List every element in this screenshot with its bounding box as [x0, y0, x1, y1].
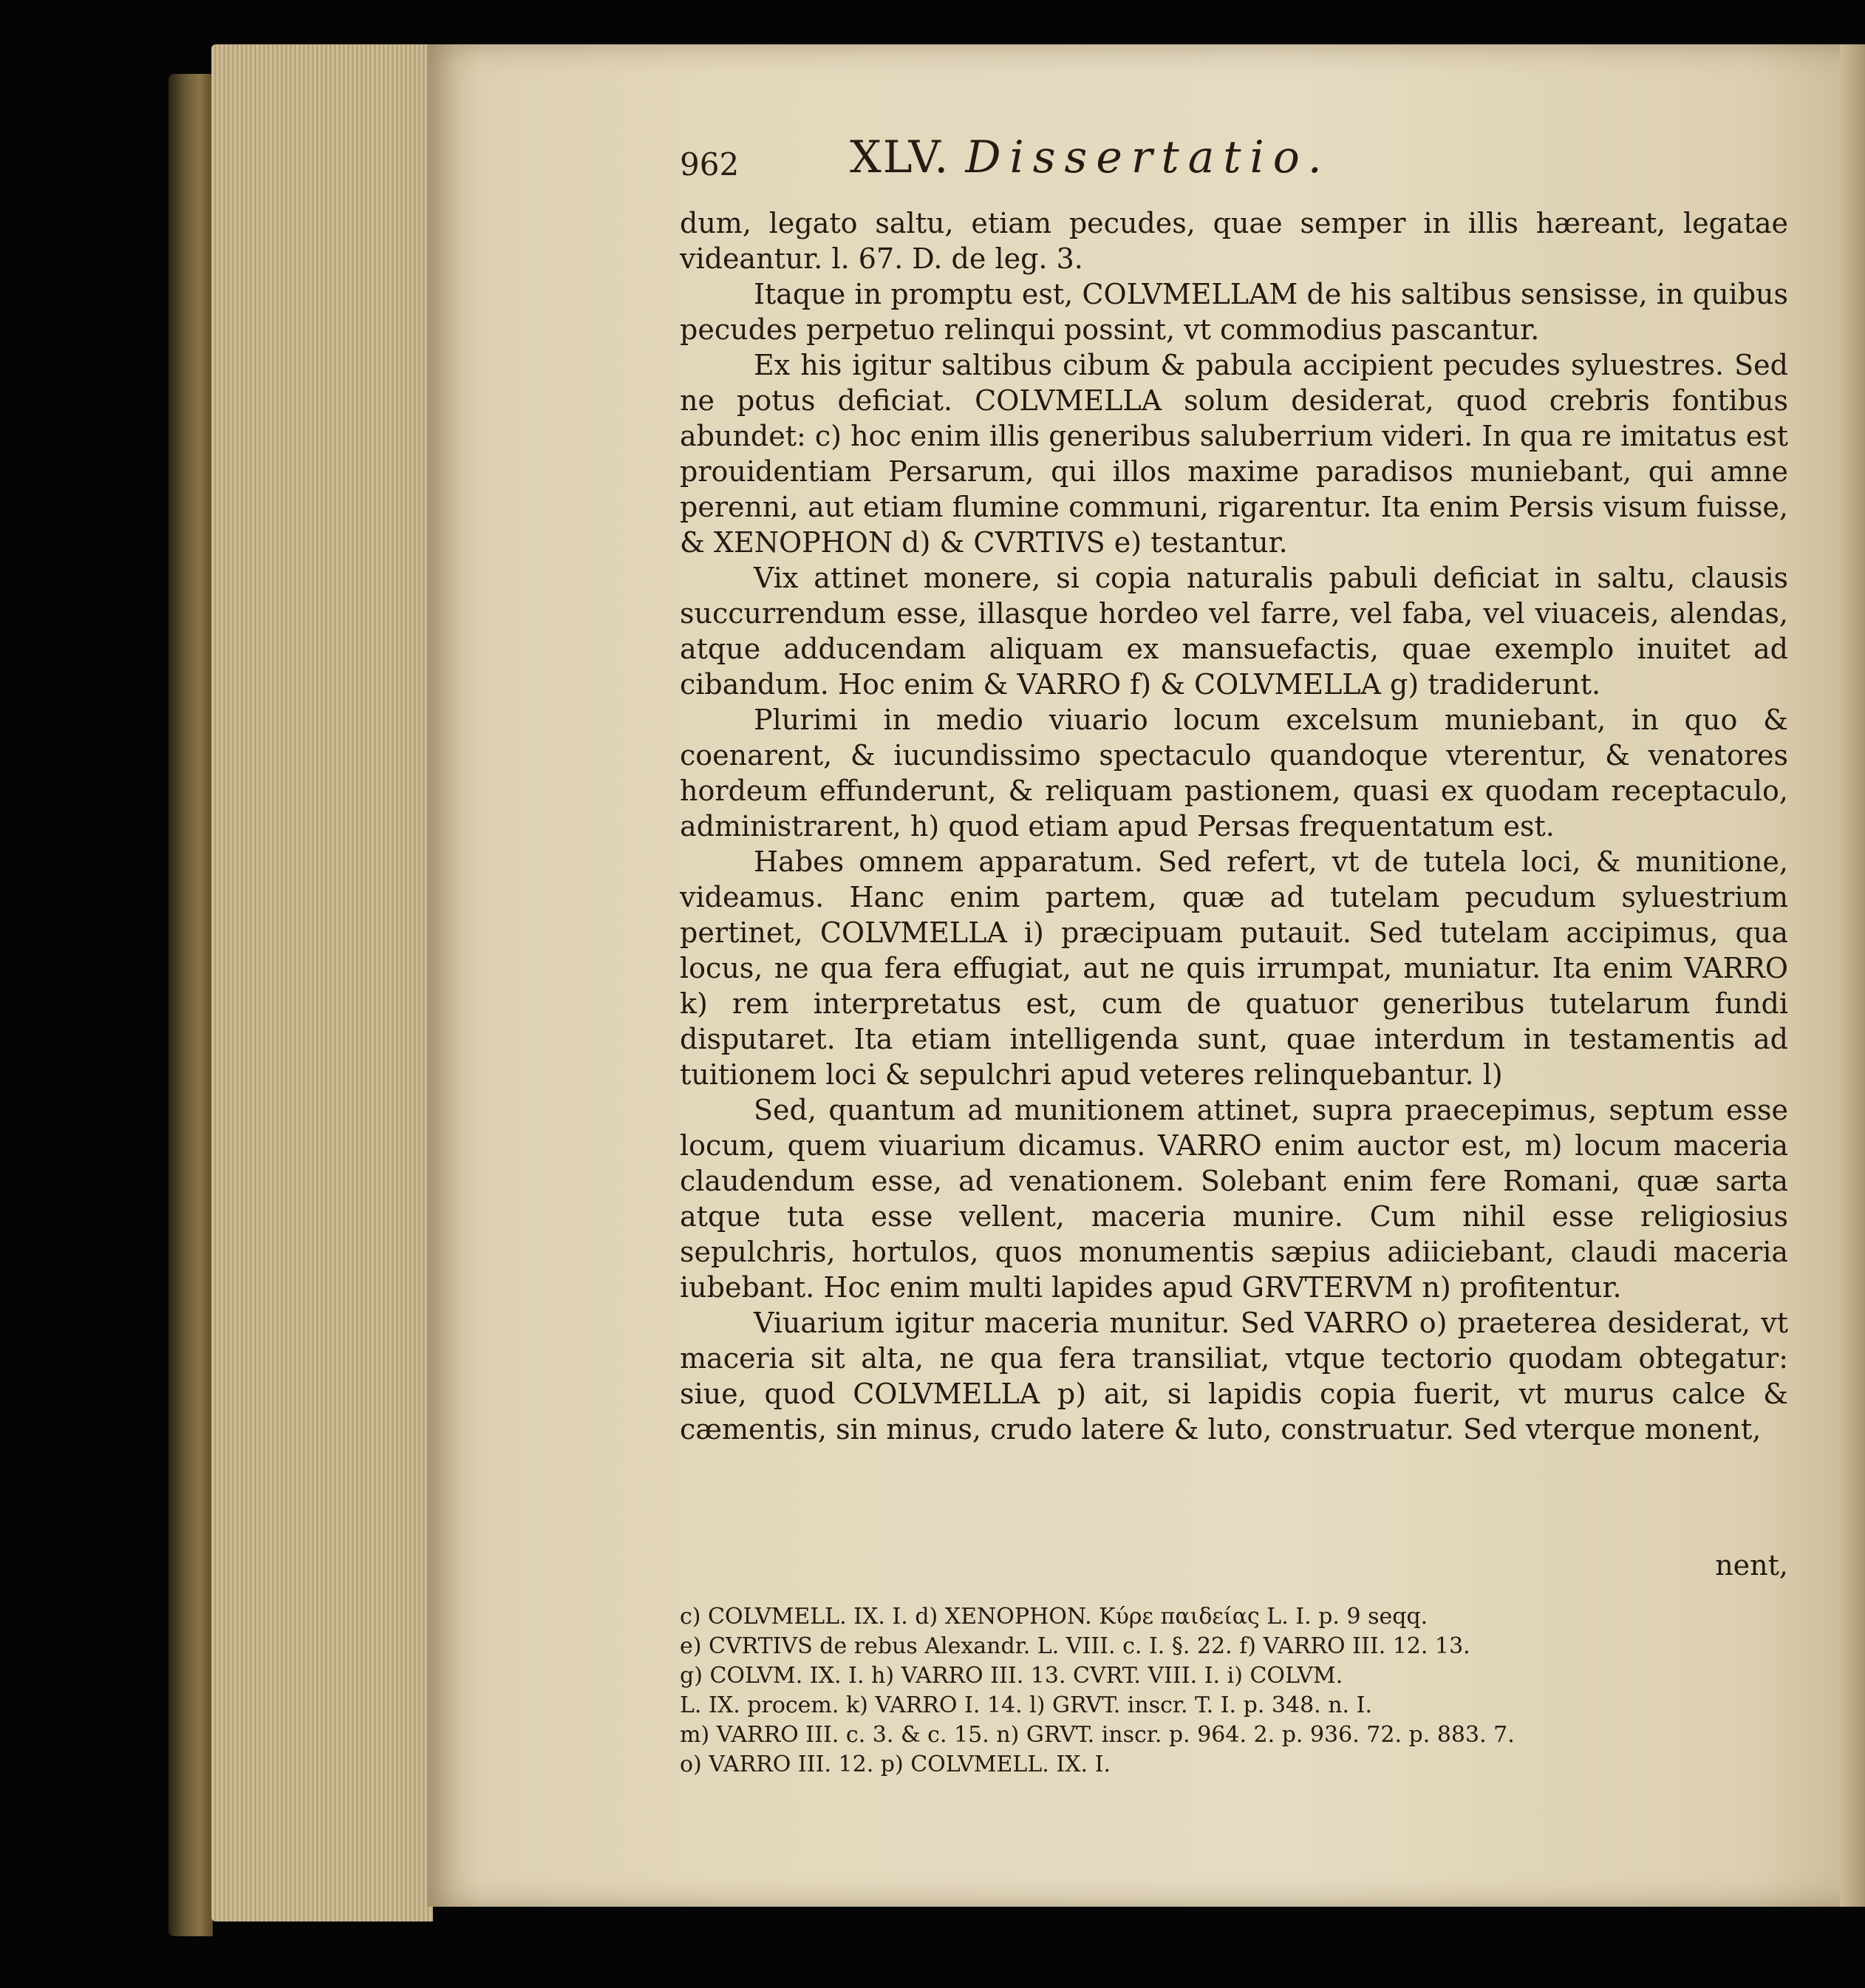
footnote-line: g) COLVM. IX. I. h) VARRO III. 13. CVRT. VIII. I. i) COLVM.	[680, 1663, 1343, 1689]
paragraph: Vix attinet monere, si copia naturalis pabuli deficiat in saltu, clausis succurrendum esse, illasque hordeo vel farre, vel faba, vel viuaceis, alendas, atque adducendam aliquam ex mansuefactis, quae exemplo inuitet ad cibandum. Hoc enim & VARRO f) & COLVMELLA g) tradiderunt.	[680, 562, 1788, 701]
paragraph: Sed, quantum ad munitionem attinet, supra praecepimus, septum esse locum, quem viuarium dicamus. VARRO enim auctor est, m) locum maceria claudendum esse, ad venationem. Solebant enim fere Romani, quæ sarta atque tuta esse vellent, maceria munire. Cum nihil esse religiosius sepulchris, hortulos, quos monumentis sæpius adiiciebant, claudi maceria iubebant. Hoc enim multi lapides apud GRVTERVM n) profitentur.	[680, 1094, 1788, 1304]
paragraph: Itaque in promptu est, COLVMELLAM de his saltibus sensisse, in quibus pecudes perpetuo relinqui possint, vt commodius pascantur.	[680, 278, 1788, 346]
paragraph: dum, legato saltu, etiam pecudes, quae semper in illis hæreant, legatae videantur. l. 67. D. de leg. 3.	[680, 207, 1788, 275]
footnote-line: c) COLVMELL. IX. I. d) XENOPHON. Κύρε παιδείας L. I. p. 9 seqq.	[680, 1604, 1428, 1630]
catchword: nent,	[1715, 1549, 1788, 1582]
footnote-line: e) CVRTIVS de rebus Alexandr. L. VIII. c. I. §. 22. f) VARRO III. 12. 13.	[680, 1633, 1470, 1659]
body-text	[680, 205, 1788, 1447]
footnote-line: L. IX. procem. k) VARRO I. 14. l) GRVT. inscr. T. I. p. 348. n. I.	[680, 1692, 1373, 1718]
page-edges	[211, 44, 433, 1921]
page-header	[680, 132, 1803, 198]
running-title	[850, 132, 1331, 183]
book-cover-spine	[168, 74, 213, 1936]
footnote-line: o) VARRO III. 12. p) COLVMELL. IX. I.	[680, 1752, 1111, 1777]
paragraph: Viuarium igitur maceria munitur. Sed VARRO o) praeterea desiderat, vt maceria sit alta, ne qua fera transiliat, vtque tectorio quodam obtegatur: siue, quod COLVMELLA p) ait, si lapidis copia fuerit, vt murus calce & cæmentis, sin minus, crudo latere & luto, construatur. Sed vterque monent,	[680, 1307, 1788, 1446]
page-right-edge	[1840, 44, 1865, 1907]
running-title-word: Dissertatio.	[965, 132, 1331, 183]
footnote-line: m) VARRO III. c. 3. & c. 15. n) GRVT. inscr. p. 964. 2. p. 936. 72. p. 883. 7.	[680, 1722, 1515, 1748]
footnotes	[680, 1602, 1788, 1780]
paragraph: Ex his igitur saltibus cibum & pabula accipient pecudes syluestres. Sed ne potus deficiat. COLVMELLA solum desiderat, quod crebris fontibus abundet: c) hoc enim illis generibus saluberrium videri. In qua re imitatus est prouidentiam Persarum, qui illos maxime paradisos muniebant, qui amne perenni, aut etiam flumine communi, rigarentur. Ita enim Persis visum fuisse, & XENOPHON d) & CVRTIVS e) testantur.	[680, 349, 1788, 559]
page-number: 962	[680, 146, 740, 183]
book-page	[427, 44, 1865, 1907]
paragraph: Habes omnem apparatum. Sed refert, vt de tutela loci, & munitione, videamus. Hanc enim partem, quæ ad tutelam pecudum syluestrium pertinet, COLVMELLA i) præcipuam putauit. Sed tutelam accipimus, qua locus, ne qua fera effugiat, aut ne quis irrumpat, muniatur. Ita enim VARRO k) rem interpretatus est, cum de quatuor generibus tutelarum fundi disputaret. Ita etiam intelligenda sunt, quae interdum in testamentis ad tuitionem loci & sepulchri apud veteres relinquebantur. l)	[680, 845, 1788, 1091]
running-title-prefix: XLV.	[850, 132, 950, 183]
paragraph: Plurimi in medio viuario locum excelsum muniebant, in quo & coenarent, & iucundissimo spectaculo quandoque vterentur, & venatores hordeum effunderunt, & reliquam pastionem, quasi ex quodam receptaculo, administrarent, h) quod etiam apud Persas frequentatum est.	[680, 704, 1788, 842]
